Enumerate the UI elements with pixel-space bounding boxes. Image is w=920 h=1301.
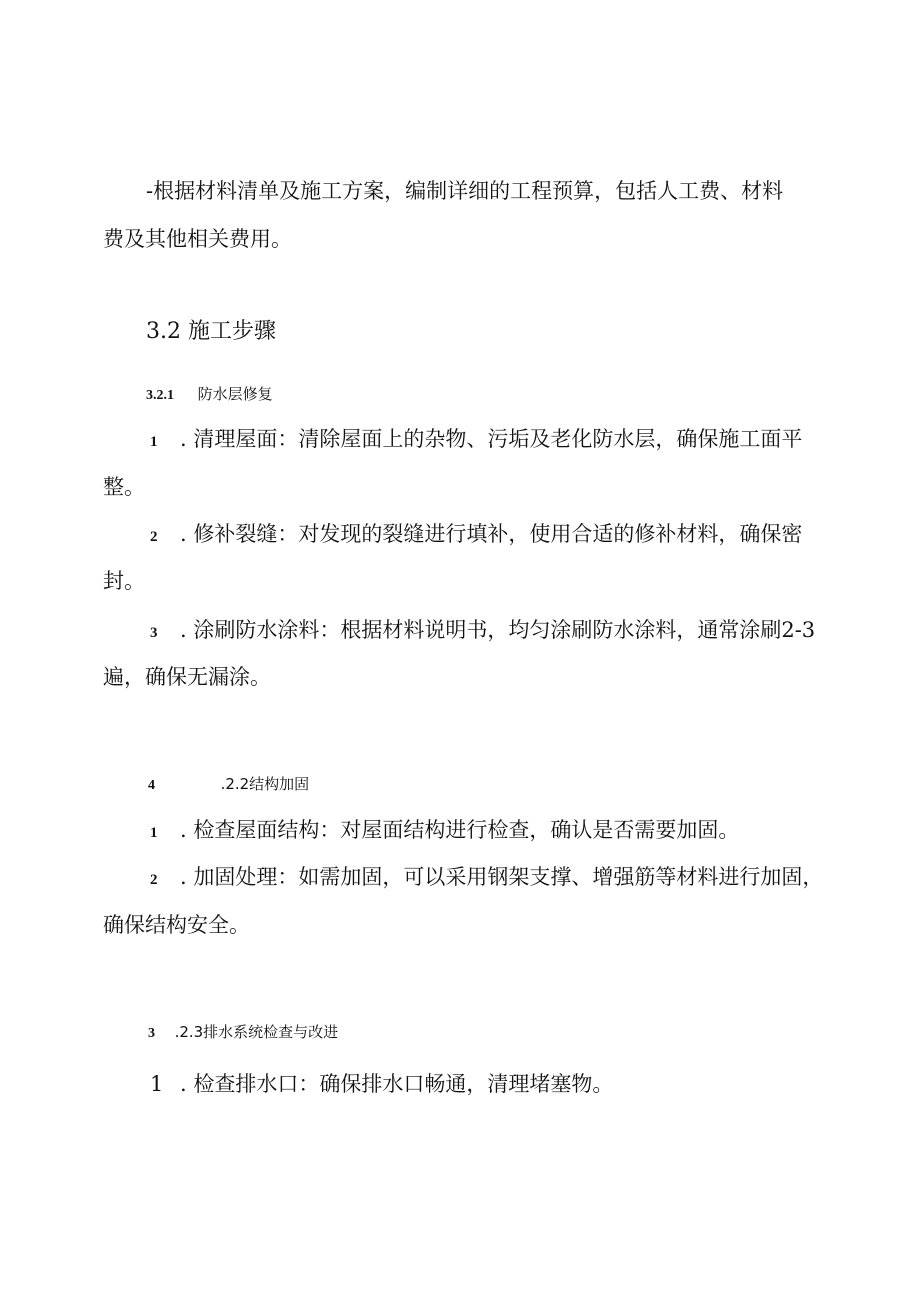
list-item-number: 2 [150,872,158,888]
list-item-text: . 检查屋面结构：对屋面结构进行检查，确认是否需要加固。 [180,818,740,842]
subsection-title: .2.3排水系统检查与改进 [174,1023,339,1041]
list-item-continuation: 遍，确保无漏涂。 [103,665,271,689]
list-item [150,1070,613,1098]
subsection-title: .2.2结构加固 [220,775,310,793]
list-item-number: 2 [150,529,158,545]
subsection-heading-3-2-3 [148,1022,338,1044]
list-item-text: . 加固处理：如需加固，可以采用钢架支撑、增强筋等材料进行加固， [180,865,824,889]
list-item-text: . 修补裂缝：对发现的裂缝进行填补，使用合适的修补材料，确保密 [180,522,803,546]
section-heading: 3.2 施工步骤 [146,319,276,344]
intro-line-2: 费及其他相关费用。 [103,227,292,251]
list-item [150,616,815,647]
list-item-continuation: 封。 [103,569,145,593]
list-item [150,816,739,847]
subsection-heading-3-2-2 [148,774,309,796]
list-item-number: 3 [150,625,158,641]
subsection-title: 防水层修复 [197,385,273,403]
subsection-heading-3-2-1 [146,384,273,406]
intro-line-1: -根据材料清单及施工方案，编制详细的工程预算，包括人工费、材料 [146,179,784,203]
subsection-number: 3 [148,1026,155,1041]
list-item-number: 1 [150,434,158,450]
list-item [150,863,823,894]
subsection-number: 4 [148,778,155,793]
list-item-number: 1 [150,825,158,841]
list-item-text: . 检查排水口：确保排水口畅通，清理堵塞物。 [180,1072,614,1096]
list-item-text: . 清理屋面：清除屋面上的杂物、污垢及老化防水层，确保施工面平 [180,427,803,451]
list-item-continuation: 整。 [103,475,145,499]
list-item-number: 1 [150,1072,164,1096]
subsection-number: 3.2.1 [146,388,174,403]
list-item-continuation: 确保结构安全。 [103,913,250,937]
list-item [150,425,802,456]
list-item [150,520,802,551]
list-item-text: . 涂刷防水涂料：根据材料说明书，均匀涂刷防水涂料，通常涂刷2-3 [180,618,816,642]
